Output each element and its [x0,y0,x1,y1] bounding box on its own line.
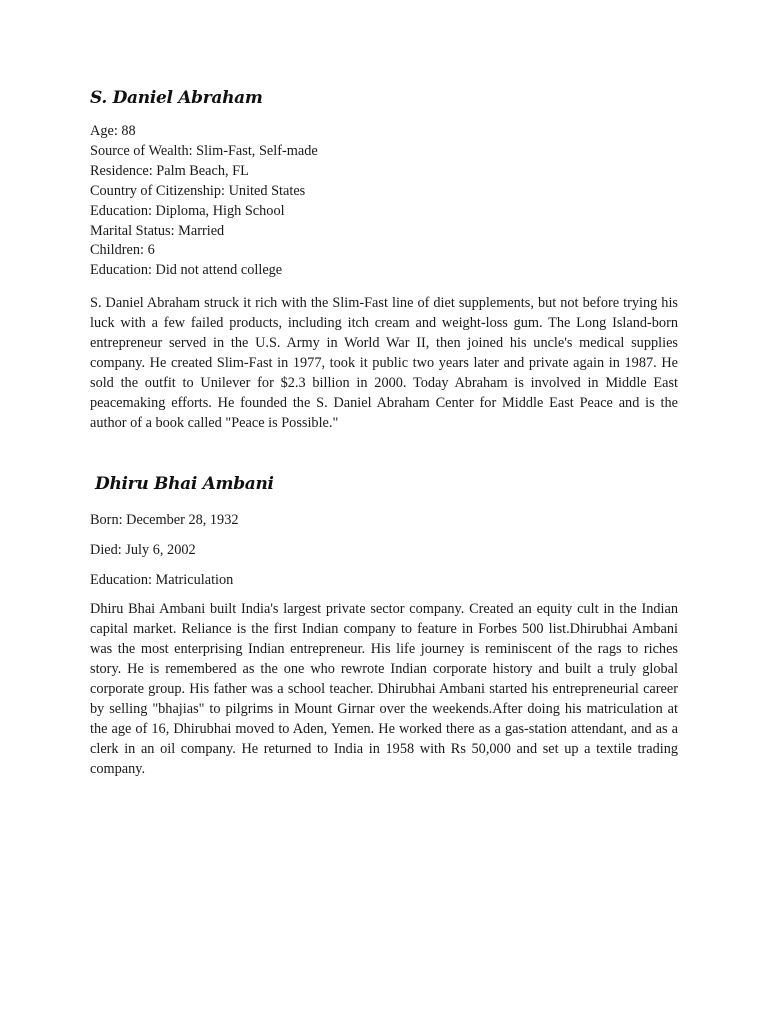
ambani-biography: Dhiru Bhai Ambani built India's largest private sector company. Created an equity cult in the Indian capital market. Reliance is the first Indian company to feature in Forbes 500 list.Dhirubhai Ambani was the most enterprising Indian entrepreneur. His life journey is reminiscent of the rags to riches story. He is remembered as the one who rewrote Indian corporate history and built a truly global corporate group. His father was a school teacher. Dhirubhai Ambani started his entrepreneurial career by selling "bhajias" to pilgrims in Mount Girnar over the weekends.After doing his matriculation at the age of 16, Dhirubhai moved to Aden, Yemen. He worked there as a gas-station attendant, and as a clerk in an oil company. He returned to India in 1958 with Rs 50,000 and set up a textile trading company. [90,601,678,777]
fact-marital-status: Marital Status: Married [90,222,225,239]
fact-college: Education: Did not attend college [90,262,283,279]
abraham-facts-list [90,122,318,281]
ambani-education: Education: Matriculation [90,572,234,588]
abraham-biography: S. Daniel Abraham struck it rich with the Slim-Fast line of diet supplements, but not before trying his luck with a few failed products, including itch cream and weight-loss gum. The Long Island-born entrepreneur served in the U.S. Army in World War II, then joined his uncle's medical supplies company. He created Slim-Fast in 1977, took it public two years later and private again in 1987. He sold the outfit to Unilever for $2.3 billion in 2000. Today Abraham is involved in Middle East peacemaking efforts. He founded the S. Daniel Abraham Center for Middle East Peace and is the author of a book called "Peace is Possible." [90,295,678,431]
section-heading-ambani: Dhiru Bhai Ambani [95,474,274,494]
fact-citizenship: Country of Citizenship: United States [90,182,306,199]
fact-age: Age: 88 [90,123,136,139]
ambani-died: Died: July 6, 2002 [90,542,196,558]
fact-education: Education: Diploma, High School [90,202,285,219]
section-heading-abraham: S. Daniel Abraham [90,88,263,108]
ambani-born: Born: December 28, 1932 [90,512,239,528]
fact-children: Children: 6 [90,242,155,259]
fact-source-of-wealth: Source of Wealth: Slim-Fast, Self-made [90,142,318,159]
fact-residence: Residence: Palm Beach, FL [90,162,249,179]
